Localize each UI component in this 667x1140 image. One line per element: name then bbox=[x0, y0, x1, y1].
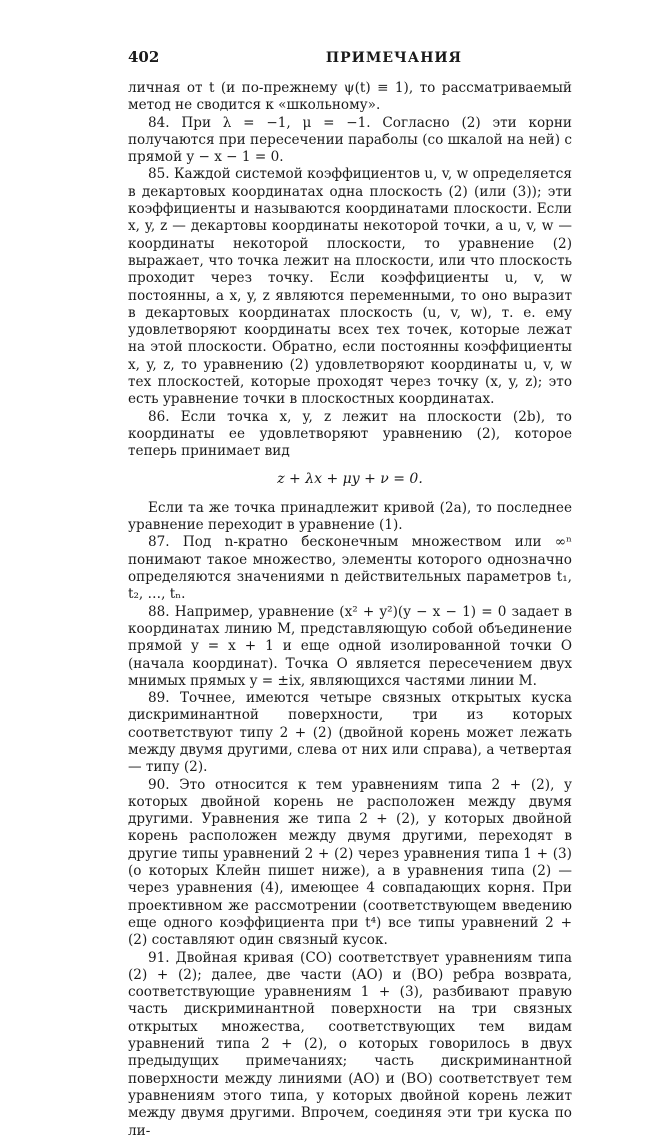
running-title: ПРИМЕЧАНИЯ bbox=[325, 50, 462, 66]
note-89: 89. Точнее, имеются четыре связных открытых куска дискриминантной поверхности, три из которых соответствуют типу 2 + (2) (двойной корень может лежать между двумя другими, слева от них или справа), а четвертая — типу (2). bbox=[128, 690, 572, 776]
note-87: 87. Под n-кратно бесконечным множеством или ∞ⁿ понимают такое множество, элементы которого однозначно определяются значениями n действительных параметров t₁, t₂, …, tₙ. bbox=[128, 534, 572, 603]
note-91: 91. Двойная кривая (CO) соответствует уравнениям типа (2) + (2); далее, две части (AO) и (BO) ребра возврата, соответствующие уравнениям 1 + (3), разбивают правую часть дискриминантной поверхности на три связных открытых множества, соответствующих тем видам уравнений типа 2 + (2), о которых говорилось в двух предыдущих примечаниях; часть дискриминантной поверхности между линиями (AO) и (BO) соответствует тем уравнениям этого типа, у которых двойной корень лежит между двумя другими. Впрочем, соединяя эти три куска по ли- bbox=[128, 949, 572, 1139]
note-88: 88. Например, уравнение (x² + y²)(y − x − 1) = 0 задает в координатах линию M, представляющую собой объединение прямой y = x + 1 и еще одной изолированной точки O (начала координат). Точка O является пересечением двух мнимых прямых y = ±ix, являющихся частями линии M. bbox=[128, 603, 572, 689]
paragraph-continuation: личная от t (и по-прежнему ψ(t) ≡ 1), то рассматриваемый метод не сводится к «школьному». bbox=[128, 80, 572, 114]
note-86: 86. Если точка x, y, z лежит на плоскости (2b), то координаты ее удовлетворяют уравнению (2), которое теперь принимает вид bbox=[128, 408, 572, 460]
note-86-continued: Если та же точка принадлежит кривой (2a), то последнее уравнение переходит в уравнение (1). bbox=[128, 499, 572, 534]
formula-plane-equation: z + λx + μy + ν = 0. bbox=[277, 470, 423, 487]
note-85: 85. Каждой системой коэффициентов u, v, w определяется в декартовых координатах одна плоскость (2) (или (3)); эти коэффициенты и называются координатами плоскости. Если x, y, z — декартовы координаты некоторой точки, а u, v, w — координаты некоторой плоскости, то уравнение (2) выражает, что точка лежит на плоскости, или что плоскость проходит через точку. Если коэффициенты u, v, w постоянны, а x, y, z являются переменными, то оно выразит в декартовых координатах плоскость (u, v, w), т. е. ему удовлетворяют координаты всех тех точек, которые лежат на этой плоскости. Обратно, если постоянны коэффициенты x, y, z, то уравнению (2) удовлетворяют координаты u, v, w тех плоскостей, которые проходят через точку (x, y, z); это есть уравнение точки в плоскостных координатах. bbox=[128, 166, 572, 408]
page-header bbox=[128, 48, 572, 74]
page-number: 402 bbox=[128, 48, 160, 66]
page-body bbox=[128, 80, 572, 1140]
note-90: 90. Это относится к тем уравнениям типа 2 + (2), у которых двойной корень не расположен между двумя другими. Уравнения же типа 2 + (2), у которых двойной корень расположен между двумя другими, переходят в другие типы уравнений 2 + (2) через уравнения типа 1 + (3) (о которых Клейн пишет ниже), а в уравнения типа (2) — через уравнения (4), имеющее 4 совпадающих корня. При проективном же рассмотрении (соответствующем введению еще одного коэффициента при t⁴) все типы уравнений 2 + (2) составляют один связный кусок. bbox=[128, 776, 572, 949]
note-84: 84. При λ = −1, μ = −1. Согласно (2) эти корни получаются при пересечении параболы (со шкалой на ней) с прямой y − x − 1 = 0. bbox=[128, 114, 572, 166]
